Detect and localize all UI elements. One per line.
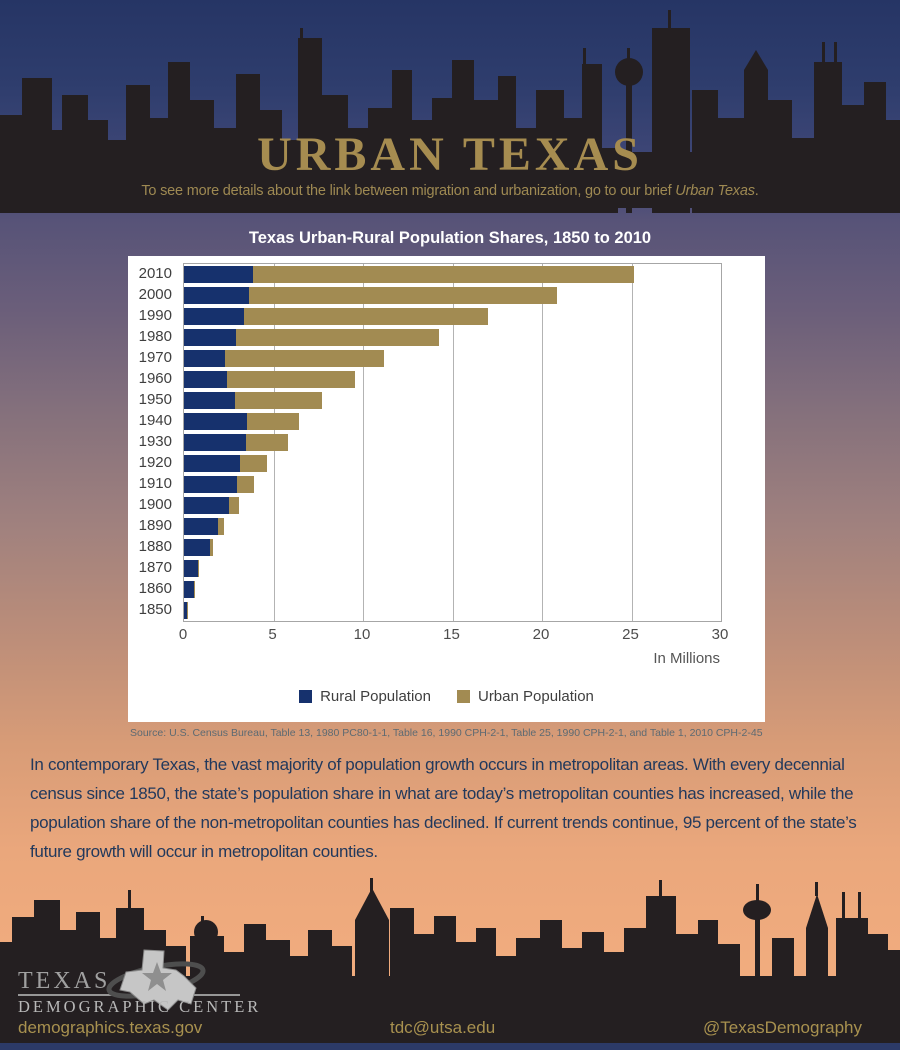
stacked-bar [184,518,721,535]
bar-row [184,600,721,621]
year-label: 1890 [138,517,172,534]
urban-bar-segment [244,308,488,325]
stacked-bar [184,434,721,451]
year-label: 1870 [138,559,172,576]
urban-bar-segment [225,350,385,367]
year-label: 1970 [138,349,172,366]
bar-row [184,348,721,369]
rural-bar-segment [184,476,237,493]
year-label: 1940 [138,412,172,429]
legend-label: Urban Population [477,688,594,705]
bar-row [184,390,721,411]
stacked-bar [184,539,721,556]
page-subtitle [0,183,900,199]
urban-swatch-icon [457,690,470,703]
body-paragraph: In contemporary Texas, the vast majority of population growth occurs in metropolitan areas. With every decennial census since 1850, the state’s population share in what are today’s metropolitan counties has increased, while the population share of the non-metropolitan counties has declined. If current trends continue, 95 percent of the state’s future growth will occur in metropolitan counties. [30,755,857,861]
logo-wordmark [18,968,110,995]
x-tick-label: 15 [443,626,460,643]
urban-bar-segment [237,476,254,493]
year-label: 1990 [138,307,172,324]
logo-texas-text: TEXAS [18,968,111,994]
year-label: 1950 [138,391,172,408]
bar-rows [184,264,721,621]
urban-bar-segment [194,581,195,598]
urban-bar-segment [240,455,267,472]
subtitle-brief-link[interactable]: Urban Texas [675,183,755,199]
bar-row [184,369,721,390]
year-label: 1850 [138,601,172,618]
x-tick-label: 0 [178,626,188,643]
year-label: 2010 [138,265,172,282]
rural-bar-segment [184,350,225,367]
stacked-bar [184,413,721,430]
urban-bar-segment [229,497,238,514]
rural-swatch-icon [299,690,312,703]
x-tick-label: 30 [711,626,729,643]
website-link[interactable]: demographics.texas.gov [18,1018,203,1037]
urban-bar-segment [249,287,557,304]
chart-title: Texas Urban-Rural Population Shares, 1850 to 2010 [248,229,652,247]
year-label: 1930 [138,433,172,450]
year-labels [128,263,178,620]
rural-bar-segment [184,581,194,598]
urban-bar-segment [227,371,356,388]
year-label: 1960 [138,370,172,387]
stacked-bar [184,392,721,409]
bar-row [184,264,721,285]
subtitle-text: To see more details about the link between migration and urbanization, go to our brief [141,183,676,199]
stacked-bar [184,581,721,598]
urban-bar-segment [210,539,213,556]
year-label: 1920 [138,454,172,471]
stacked-bar [184,602,721,619]
rural-bar-segment [184,518,218,535]
x-tick-label: 10 [353,626,371,643]
chart-source-note: Source: U.S. Census Bureau, Table 13, 1980 PC80-1-1, Table 16, 1990 CPH-2-1, Table 25, 1990 CPH-2-1, and Table 1, 2010 CPH-2-45 [130,727,763,739]
stacked-bar [184,308,721,325]
x-tick-label: 20 [532,626,550,643]
bar-row [184,411,721,432]
rural-bar-segment [184,560,198,577]
stacked-bar [184,497,721,514]
rural-bar-segment [184,539,210,556]
rural-bar-segment [184,434,246,451]
x-axis-ticks [178,626,729,644]
subtitle-period: . [754,183,759,199]
bar-row [184,516,721,537]
year-label: 1860 [138,580,172,597]
rural-bar-segment [184,413,247,430]
email-link[interactable]: tdc@utsa.edu [390,1018,496,1037]
rural-bar-segment [184,308,244,325]
x-tick-label: 25 [622,626,639,643]
urban-bar-segment [247,413,299,430]
bar-row [184,579,721,600]
stacked-bar [184,476,721,493]
stacked-bar [184,455,721,472]
x-tick-label: 5 [268,626,277,643]
urban-bar-segment [235,392,322,409]
bar-row [184,537,721,558]
year-label: 1900 [138,496,172,513]
page-title: URBAN TEXAS [257,128,643,181]
urban-bar-segment [236,329,439,346]
urban-bar-segment [246,434,289,451]
rural-bar-segment [184,455,240,472]
year-label: 1910 [138,475,172,492]
year-label: 1980 [138,328,172,345]
legend-label: Rural Population [320,688,431,705]
rural-bar-segment [184,371,227,388]
bottom-navy-strip [0,1043,900,1050]
chart-legend [128,688,765,705]
stacked-bar [184,266,721,283]
urban-bar-segment [198,560,199,577]
rural-bar-segment [184,266,253,283]
bar-row [184,495,721,516]
bar-row [184,285,721,306]
bar-row [184,432,721,453]
legend-item-urban [457,688,594,705]
bar-row [184,453,721,474]
bar-row [184,474,721,495]
rural-bar-segment [184,392,235,409]
stacked-bar [184,350,721,367]
chart-panel [128,256,765,722]
rural-bar-segment [184,329,236,346]
bar-row [184,306,721,327]
twitter-handle-link[interactable]: @TexasDemography [703,1018,862,1037]
plot-area [183,263,722,622]
stacked-bar [184,287,721,304]
bar-row [184,558,721,579]
legend-item-rural [299,688,431,705]
year-label: 1880 [138,538,172,555]
logo-demographic-center-text: DEMOGRAPHIC CENTER [18,997,262,1016]
bar-row [184,327,721,348]
urban-bar-segment [218,518,224,535]
urban-bar-segment [253,266,634,283]
year-label: 2000 [138,286,172,303]
stacked-bar [184,371,721,388]
stacked-bar [184,329,721,346]
rural-bar-segment [184,287,249,304]
stacked-bar [184,560,721,577]
x-axis-unit-label: In Millions [653,650,720,667]
rural-bar-segment [184,497,229,514]
